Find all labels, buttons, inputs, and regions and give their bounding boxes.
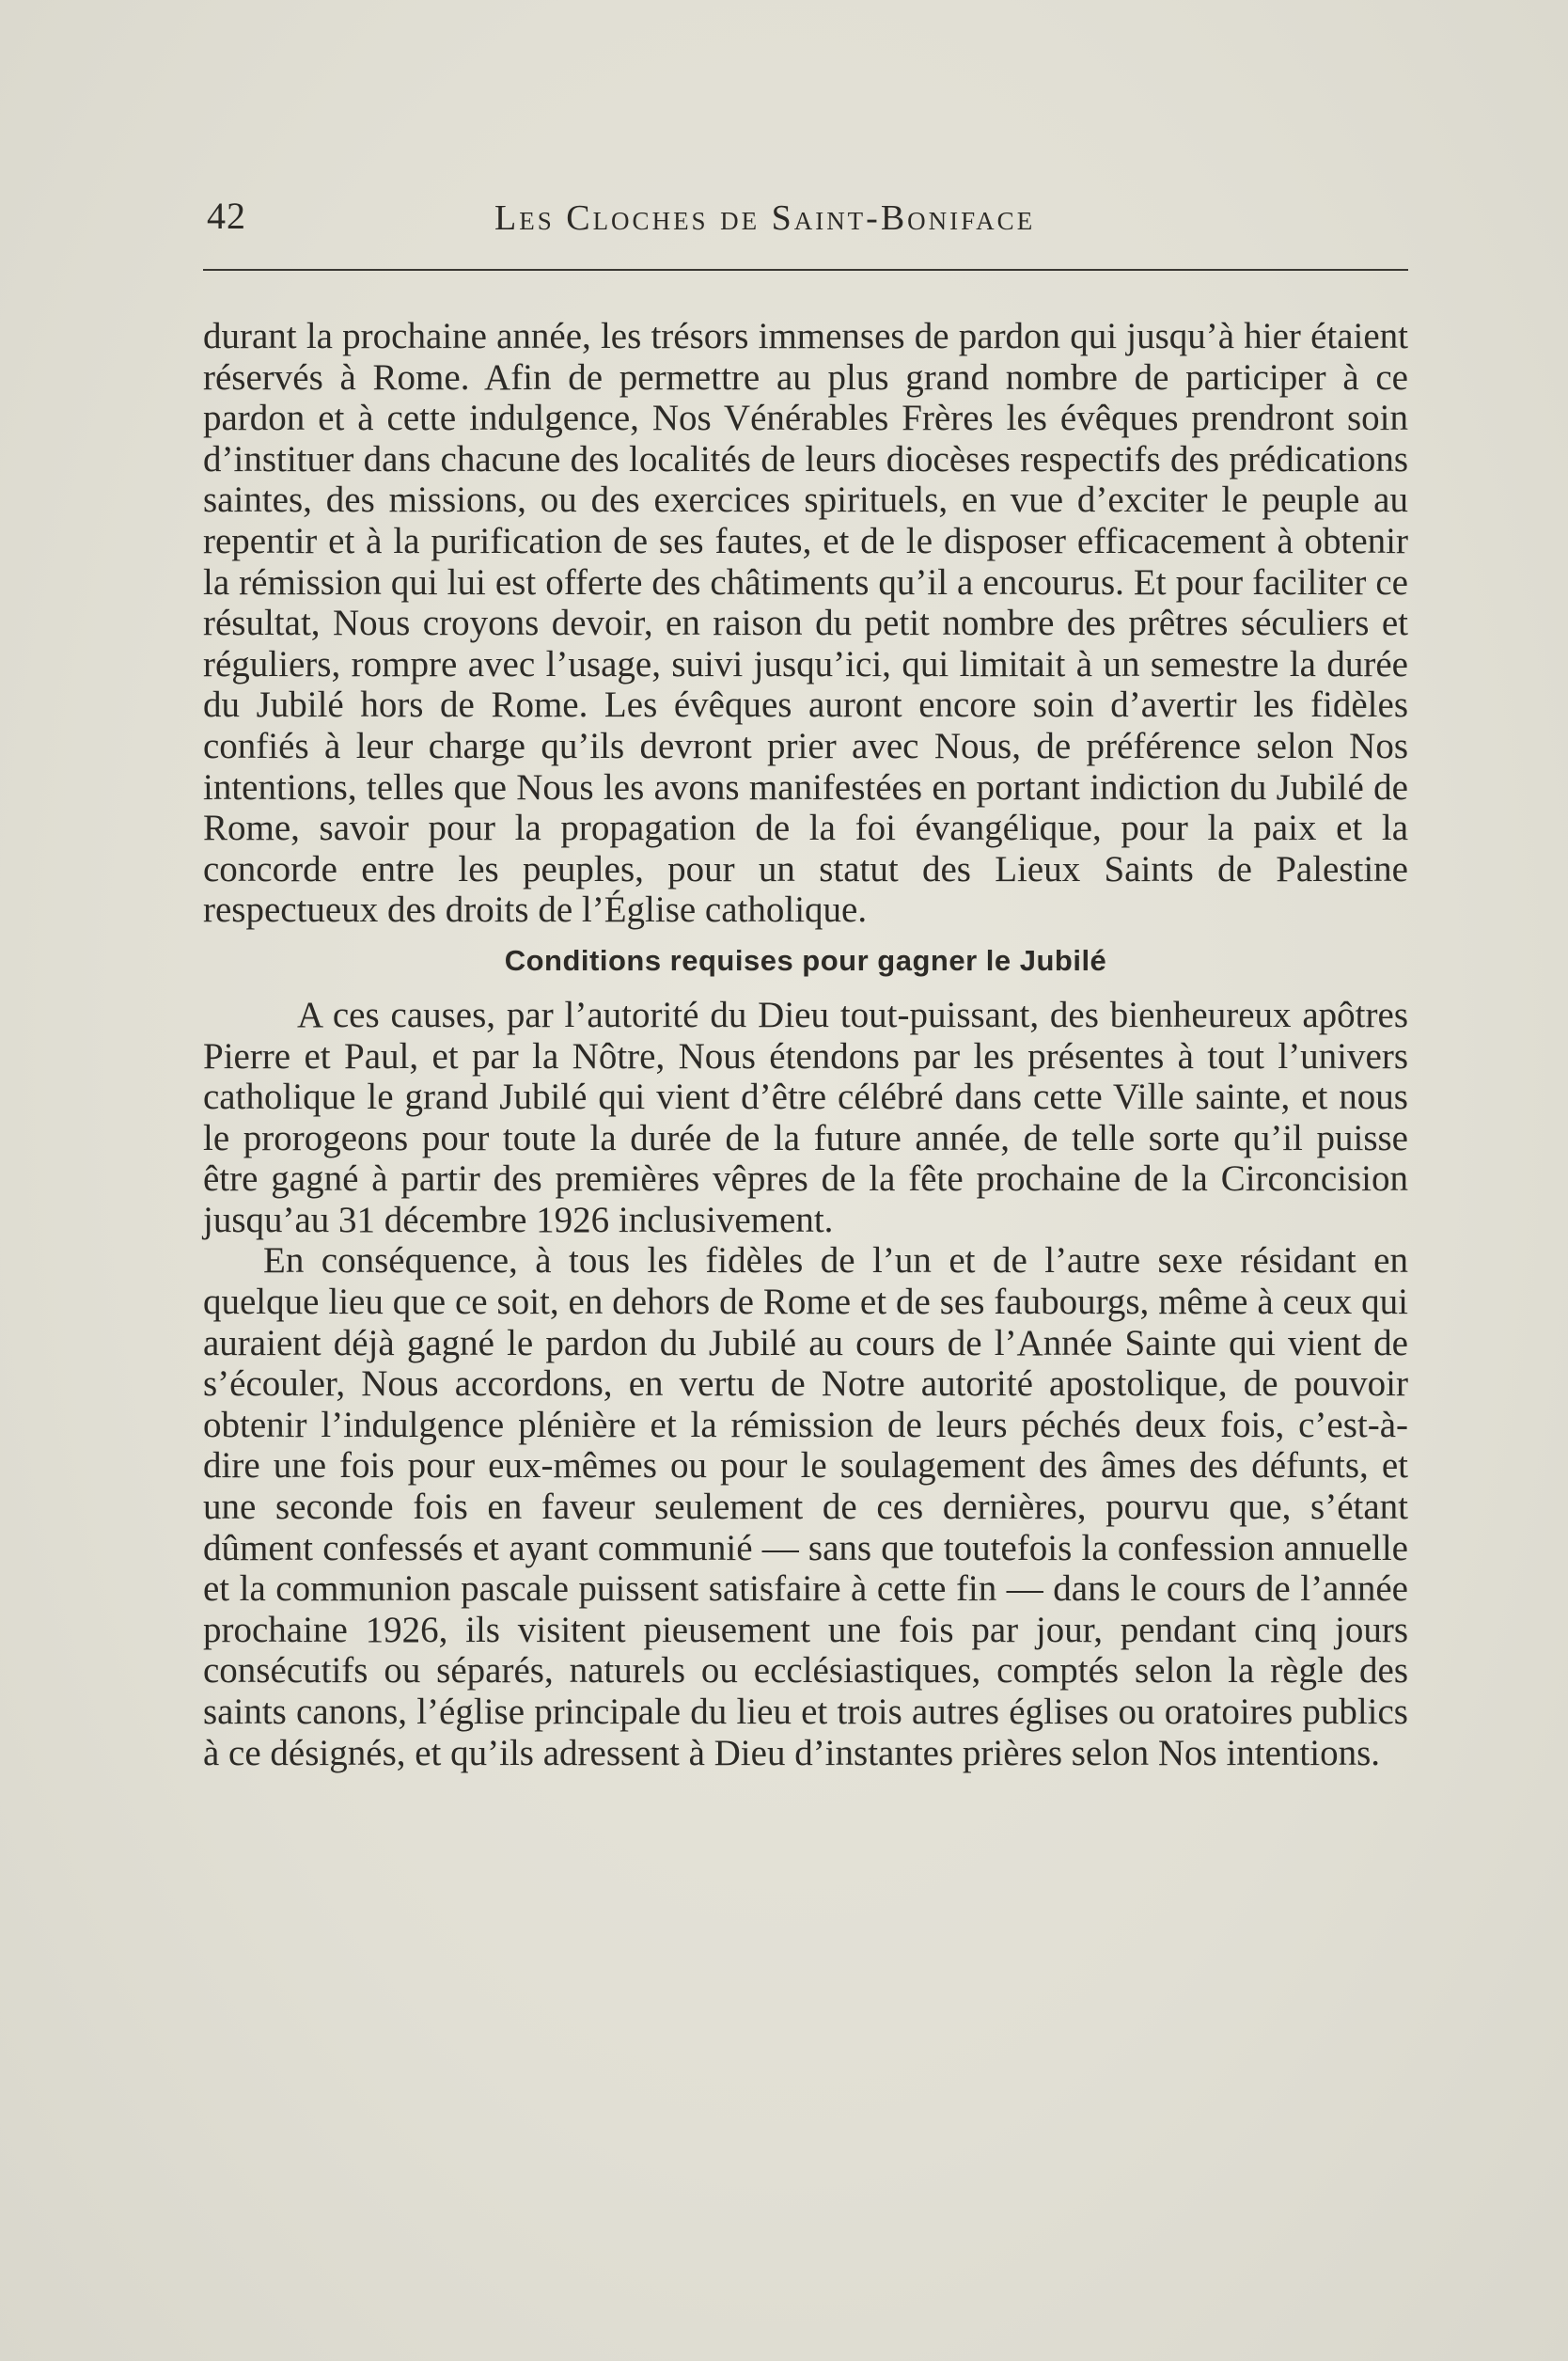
section-heading: Conditions requises pour gagner le Jubilé [504, 943, 1107, 977]
page-number: 42 [207, 195, 246, 237]
header-divider [203, 269, 1408, 271]
running-title: Les Cloches de Saint-Boniface [494, 198, 1036, 238]
paragraph: En conséquence, à tous les fidèles de l’un et de l’autre sexe résidant en quelque lieu que ce soit, en dehors de Rome et de ses faubourgs, même à ceux qui auraient déjà gagné le pardon du Jubilé au cours de l’Année Sainte qui vient de s’écouler, Nous accordons, en vertu de Notre autorité apostolique, de pouvoir obtenir l’indulgence plénière et la rémission de leurs péchés deux fois, c’est-à-dire une fois pour eux-mêmes ou pour le soulagement des âmes des défunts, et une seconde fois en faveur seulement de ces dernières, pourvu que, s’étant dûment confessés et ayant communié — sans que toutefois la confession annuelle et la communion pascale puissent satisfaire à cette fin — dans le cours de l’année prochaine 1926, ils visitent pieusement une fois par jour, pendant cinq jours consécutifs ou séparés, naturels ou ecclésiastiques, comptés selon la règle des saints canons, l’église principale du lieu et trois autres églises ou oratoires publics à ce désignés, et qu’ils adressent à Dieu d’instantes prières selon Nos intentions. [203, 1240, 1408, 1773]
paragraph: A ces causes, par l’autorité du Dieu tout-puissant, des bienheureux apôtres Pierre et Paul, et par la Nôtre, Nous étendons par les présentes à tout l’univers catholique le grand Jubilé qui vient d’être célébré dans cette Ville sainte, et nous le prorogeons pour toute la durée de la future année, de telle sorte qu’il puisse être gagné à partir des premières vêpres de la fête prochaine de la Circoncision jusqu’au 31 décembre 1926 inclusivement. [203, 994, 1408, 1240]
page-body [203, 316, 1408, 1773]
paragraph: durant la prochaine année, les trésors immenses de pardon qui jusqu’à hier étaient réservés à Rome. Afin de permettre au plus grand nombre de participer à ce pardon et à cette indulgence, Nos Vénérables Frères les évêques prendront soin d’instituer dans chacune des localités de leurs diocèses respectifs des prédications saintes, des missions, ou des exercices spirituels, en vue d’exciter le peuple au repentir et à la purification de ses fautes, et de le disposer efficacement à obtenir la rémission qui lui est offerte des châtiments qu’il a encourus. Et pour faciliter ce résultat, Nous croyons devoir, en raison du petit nombre des prêtres séculiers et réguliers, rompre avec l’usage, suivi jusqu’ici, qui limitait à un semestre la durée du Jubilé hors de Rome. Les évêques auront encore soin d’avertir les fidèles confiés à leur charge qu’ils devront prier avec Nous, de préférence selon Nos intentions, telles que Nous les avons manifestées en portant indiction du Jubilé de Rome, savoir pour la propagation de la foi évangélique, pour la paix et la concorde entre les peuples, pour un statut des Lieux Saints de Palestine respectueux des droits de l’Église catholique. [203, 316, 1408, 931]
page-header [203, 194, 1406, 250]
